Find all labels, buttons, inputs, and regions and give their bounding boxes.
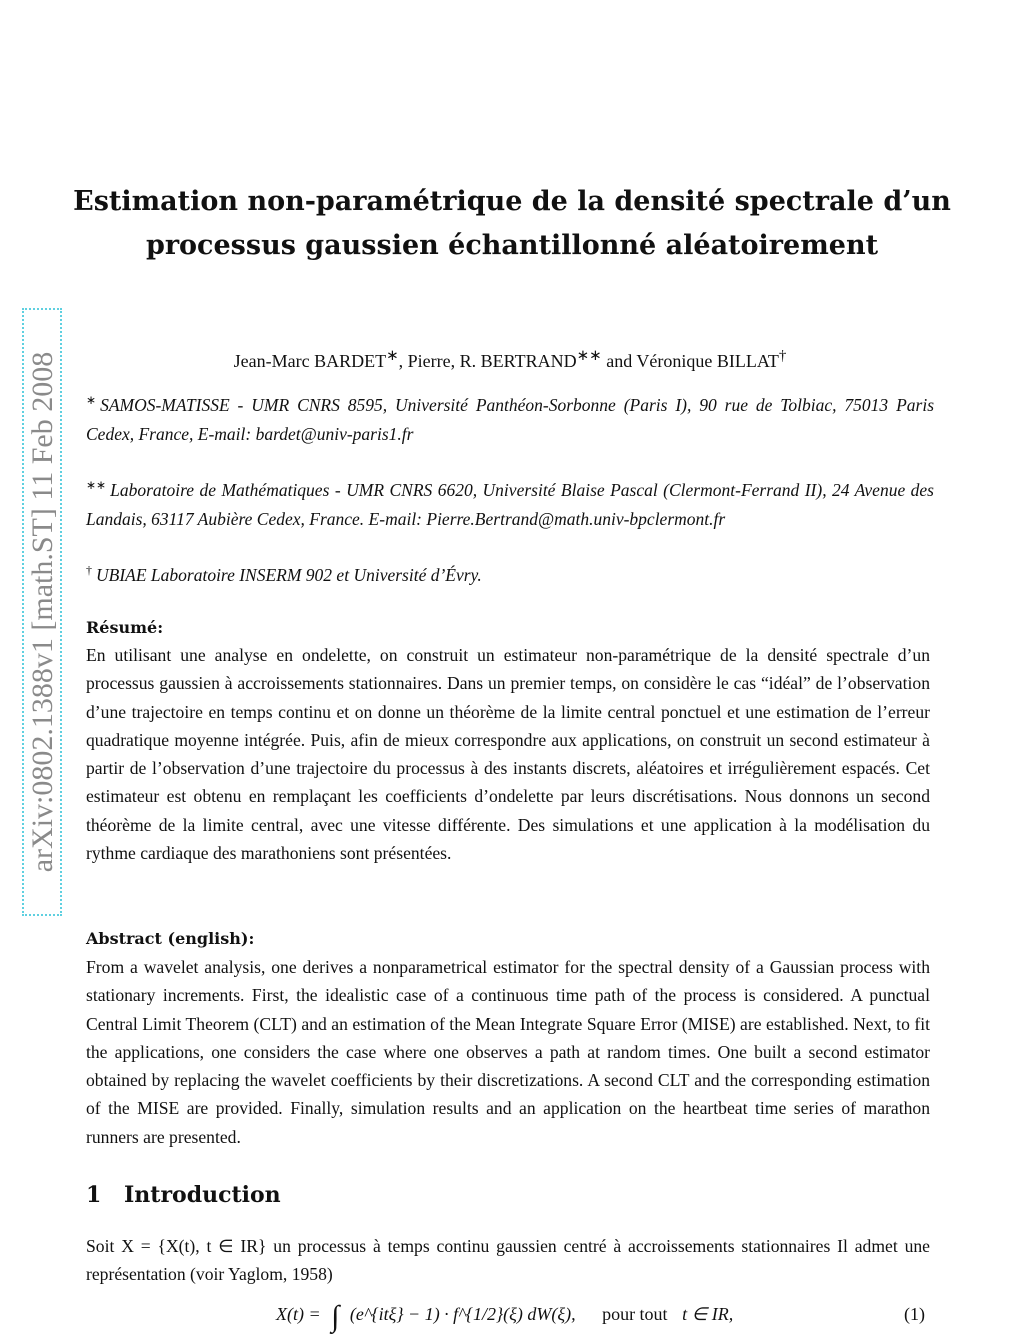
section-number: 1 [86, 1182, 102, 1208]
integral-symbol: ∫ [331, 1300, 340, 1333]
affiliation-1 [86, 386, 934, 449]
author-3-mark: † [778, 348, 787, 364]
affiliation-1-mark: ∗ [86, 393, 97, 407]
resume-label: Résumé: [86, 618, 164, 637]
section-heading [86, 1182, 281, 1208]
affiliation-3-mark: † [86, 563, 92, 577]
equation-1 [276, 1300, 733, 1334]
author-2: Pierre, R. BERTRAND [407, 351, 577, 371]
affiliation-3-text: UBIAE Laboratoire INSERM 902 et Université d’Évry. [96, 564, 482, 585]
author-1-mark: ∗ [386, 348, 399, 364]
affiliation-2 [86, 471, 934, 534]
author-list [90, 346, 930, 372]
equation-condition: t ∈ IR, [682, 1304, 734, 1324]
author-1: Jean-Marc BARDET [233, 351, 387, 371]
resume-text: En utilisant une analyse en ondelette, on construit un estimateur non-paramétrique de la densité spectrale d’un processus gaussien à accroissements stationnaires. Dans un premier temps, on considère le cas “idéal” de l’observation d’une trajectoire en temps continu et on donne un théorème de la limite central ponctuel et une estimation de l’erreur quadratique moyenne intégrée. Puis, afin de mieux correspondre aux applications, on construit un second estimateur à partir de l’observation d’une trajectoire du processus à des instants discrets, aléatoires et irrégulièrement espacés. Cet estimateur est obtenu en remplaçant les coefficients d’ondelette par leurs discrétisations. Nous donnons un second théorème de la limite central, avec une vitesse différente. Des simulations et une application à la modélisation du rythme cardiaque des marathoniens sont présentées. [86, 645, 930, 864]
title-line-2: processus gaussien échantillonné aléatoirement [145, 230, 879, 261]
arxiv-stamp-text: arXiv:0802.1388v1 [math.ST] 11 Feb 2008 [26, 351, 59, 873]
affiliation-1-text: SAMOS-MATISSE - UMR CNRS 8595, Université Panthéon-Sorbonne (Paris I), 90 rue de Tolbiac, 75013 Paris Cedex, France, E-mail: bardet@univ-paris1.fr [86, 394, 934, 444]
author-3: Véronique BILLAT [636, 351, 779, 371]
arxiv-stamp [22, 308, 66, 916]
affiliation-3 [86, 556, 934, 590]
section-title: Introduction [124, 1182, 281, 1208]
title-line-1: Estimation non-paramétrique de la densité spectrale d’un [73, 186, 951, 217]
affiliation-2-text: Laboratoire de Mathématiques - UMR CNRS 6620, Université Blaise Pascal (Clermont-Ferrand II), 24 Avenue des Landais, 63117 Aubière Cedex, France. E-mail: Pierre.Bertrand@math.univ-bpclermont.fr [86, 479, 934, 529]
equation-body: (e^{itξ} − 1) · f^{1/2}(ξ) dW(ξ), [349, 1304, 576, 1324]
affiliation-2-mark: ∗∗ [86, 478, 107, 492]
abstract-text: From a wavelet analysis, one derives a nonparametrical estimator for the spectral density of a Gaussian process with stationary increments. First, the idealistic case of a continuous time path of the process is considered. A punctual Central Limit Theorem (CLT) and an estimation of the Mean Integrate Square Error (MISE) are established. Next, to fit the applications, one considers the case where one observes a path at random times. One built a second estimator obtained by replacing the wavelet coefficients by their discretizations. A second CLT and the corresponding estimation of the MISE are provided. Finally, simulation results and an application on the heartbeat time series of marathon runners are presented. [86, 957, 930, 1147]
equation-number: (1) [904, 1304, 925, 1324]
equation-lhs: X(t) = [276, 1304, 321, 1324]
intro-paragraph: Soit X = {X(t), t ∈ IR} un processus à temps continu gaussien centré à accroissements stationnaires Il admet une représentation (voir Yaglom, 1958) [86, 1236, 930, 1285]
abstract-label: Abstract (english): [86, 929, 255, 948]
paper-title [60, 180, 964, 268]
author-separator-1: , [398, 351, 408, 371]
equation-qualifier: pour tout [602, 1304, 668, 1324]
author-2-mark: ∗∗ [576, 348, 602, 364]
author-separator-2: and [601, 351, 637, 371]
